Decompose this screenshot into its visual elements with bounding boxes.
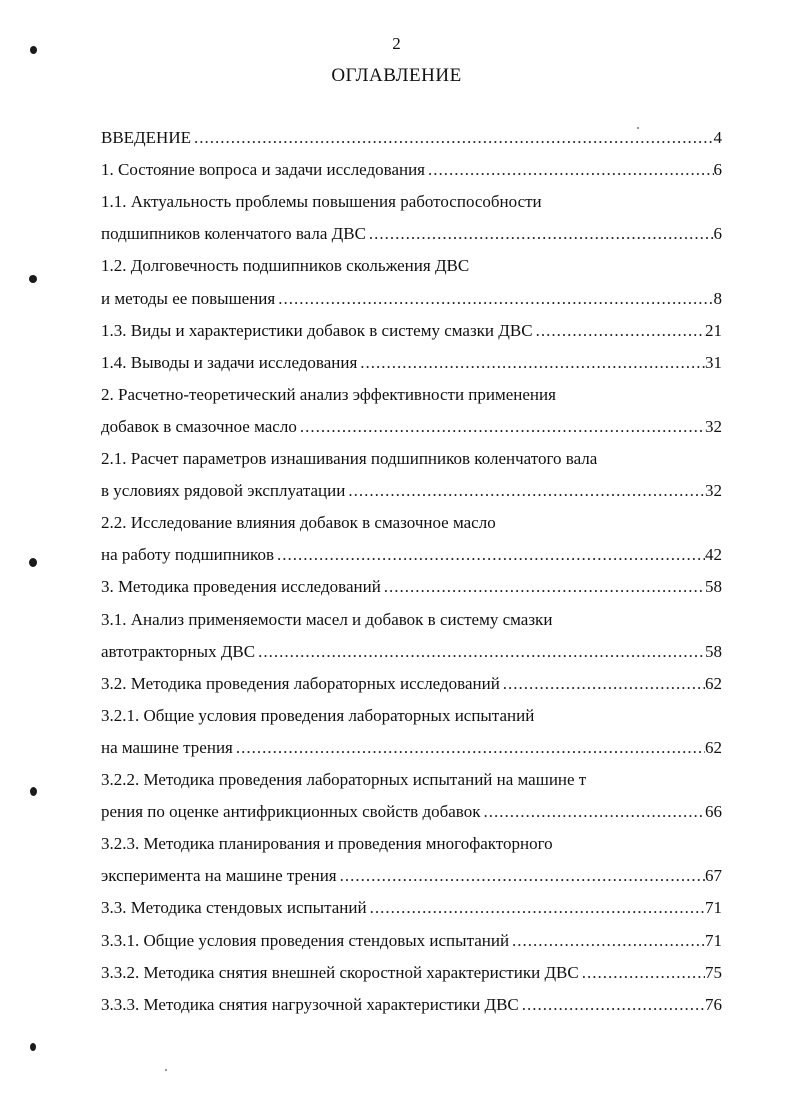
toc-entry-page: 32	[705, 481, 722, 500]
toc-entry	[101, 158, 722, 182]
toc-entry-page: 58	[705, 642, 722, 661]
toc-entry-title: 3.3.1. Общие условия проведения стендовых испытаний	[101, 931, 510, 950]
toc-entry-page: 6	[713, 160, 722, 179]
toc-leader-dots	[425, 158, 713, 182]
toc-leader-dots	[519, 993, 705, 1017]
binding-hole-mark	[30, 787, 37, 796]
toc-leader-dots	[345, 479, 705, 503]
toc-entry-page: 62	[705, 738, 722, 757]
toc-entry-title: 3.1. Анализ применяемости масел и добавок в систему смазки	[101, 610, 553, 629]
toc-leader-dots	[275, 287, 713, 311]
toc-entry	[101, 672, 722, 696]
toc-entry-page: 71	[705, 931, 722, 950]
toc-leader-dots	[191, 126, 714, 150]
toc-leader-dots	[337, 864, 705, 888]
toc-entry-page: 6	[713, 224, 722, 243]
toc-entry	[101, 640, 722, 664]
toc-entry-title: автотракторных ДВС	[101, 642, 256, 661]
toc-entry-title: 2. Расчетно-теоретический анализ эффективности применения	[101, 385, 556, 404]
toc-entry	[101, 832, 722, 856]
toc-entry-page: 66	[705, 802, 722, 821]
toc-entry-title: 2.2. Исследование влияния добавок в смазочное масло	[101, 513, 496, 532]
toc-entry-page: 4	[713, 128, 722, 147]
toc-entry-title: 3.2.1. Общие условия проведения лабораторных испытаний	[101, 706, 535, 725]
toc-entry-title: на машине трения	[101, 738, 233, 757]
toc-entry-page: 31	[705, 353, 722, 372]
toc-entry-title: 1.2. Долговечность подшипников скольжения ДВС	[101, 256, 470, 275]
toc-entry-page: 62	[705, 674, 722, 693]
toc-entry-title: 3.2.2. Методика проведения лабораторных испытаний на машине т	[101, 770, 587, 789]
toc-entry	[101, 575, 722, 599]
toc-entry	[101, 511, 722, 535]
toc-entry	[101, 190, 722, 214]
toc-entry	[101, 447, 722, 471]
toc-entry-title: эксперимента на машине трения	[101, 866, 337, 885]
toc-entry	[101, 383, 722, 407]
toc-entry	[101, 222, 722, 246]
toc-entry-page: 71	[705, 898, 722, 917]
scan-speck	[165, 1069, 167, 1071]
toc-entry	[101, 543, 722, 567]
toc-entry	[101, 896, 722, 920]
toc-entry-title: ВВЕДЕНИЕ	[101, 128, 191, 147]
toc-entry-title: в условиях рядовой эксплуатации	[101, 481, 346, 500]
toc-entry-page: 42	[705, 545, 722, 564]
binding-hole-mark	[30, 46, 37, 54]
toc-leader-dots	[509, 929, 705, 953]
toc-entry-title: 3.2. Методика проведения лабораторных исследований	[101, 674, 500, 693]
toc-entry	[101, 415, 722, 439]
toc-entry-title: 1. Состояние вопроса и задачи исследования	[101, 160, 426, 179]
toc-entry-title: добавок в смазочное масло	[101, 417, 297, 436]
toc-entry	[101, 864, 722, 888]
toc-entry-title: 1.3. Виды и характеристики добавок в систему смазки ДВС	[101, 321, 533, 340]
page-title: ОГЛАВЛЕНИЕ	[331, 65, 462, 86]
toc-entry	[101, 704, 722, 728]
toc-entry	[101, 479, 722, 503]
toc-entry	[101, 800, 722, 824]
toc-entry-title: 3. Методика проведения исследований	[101, 577, 381, 596]
toc-entry-page: 67	[705, 866, 722, 885]
toc-entry	[101, 736, 722, 760]
toc-leader-dots	[579, 961, 705, 985]
toc-leader-dots	[500, 672, 705, 696]
toc-entry-title: рения по оценке антифрикционных свойств добавок	[101, 802, 481, 821]
toc-leader-dots	[233, 736, 705, 760]
toc-entry-title: 3.2.3. Методика планирования и проведения многофакторного	[101, 834, 553, 853]
toc-leader-dots	[255, 640, 705, 664]
binding-hole-mark	[29, 558, 37, 567]
toc-entry-title: 3.3.3. Методика снятия нагрузочной характеристики ДВС	[101, 995, 519, 1014]
toc-leader-dots	[366, 222, 714, 246]
binding-hole-mark	[29, 275, 37, 283]
toc-leader-dots	[480, 800, 705, 824]
toc-leader-dots	[533, 319, 705, 343]
scan-speck	[637, 127, 639, 129]
binding-hole-mark	[30, 1043, 36, 1051]
toc-leader-dots	[357, 351, 705, 375]
toc-entry-title: 1.1. Актуальность проблемы повышения работоспособности	[101, 192, 542, 211]
toc-entry	[101, 351, 722, 375]
toc-entry	[101, 319, 722, 343]
toc-entry-page: 32	[705, 417, 722, 436]
toc-entry	[101, 993, 722, 1017]
toc-entry-page: 75	[705, 963, 722, 982]
toc-entry-title: и методы ее повышения	[101, 289, 276, 308]
toc-leader-dots	[297, 415, 705, 439]
toc-entry	[101, 929, 722, 953]
page-number: 2	[392, 34, 401, 53]
toc-entry	[101, 287, 722, 311]
toc-entry-title: 1.4. Выводы и задачи исследования	[101, 353, 358, 372]
toc-leader-dots	[274, 543, 705, 567]
toc-entry-page: 21	[705, 321, 722, 340]
toc-entry-title: на работу подшипников	[101, 545, 274, 564]
toc-leader-dots	[381, 575, 705, 599]
toc-entry-page: 58	[705, 577, 722, 596]
toc-entry-title: подшипников коленчатого вала ДВС	[101, 224, 366, 243]
toc-entry	[101, 254, 722, 278]
toc-entry-page: 76	[705, 995, 722, 1014]
toc-entry-title: 3.3. Методика стендовых испытаний	[101, 898, 367, 917]
toc-entry	[101, 126, 722, 150]
toc-entry	[101, 961, 722, 985]
toc-entry-title: 2.1. Расчет параметров изнашивания подшипников коленчатого вала	[101, 449, 598, 468]
toc-entry	[101, 768, 722, 792]
toc-leader-dots	[367, 896, 705, 920]
toc-entry-page: 8	[713, 289, 722, 308]
toc-entry-title: 3.3.2. Методика снятия внешней скоростной характеристики ДВС	[101, 963, 579, 982]
toc-entry	[101, 608, 722, 632]
